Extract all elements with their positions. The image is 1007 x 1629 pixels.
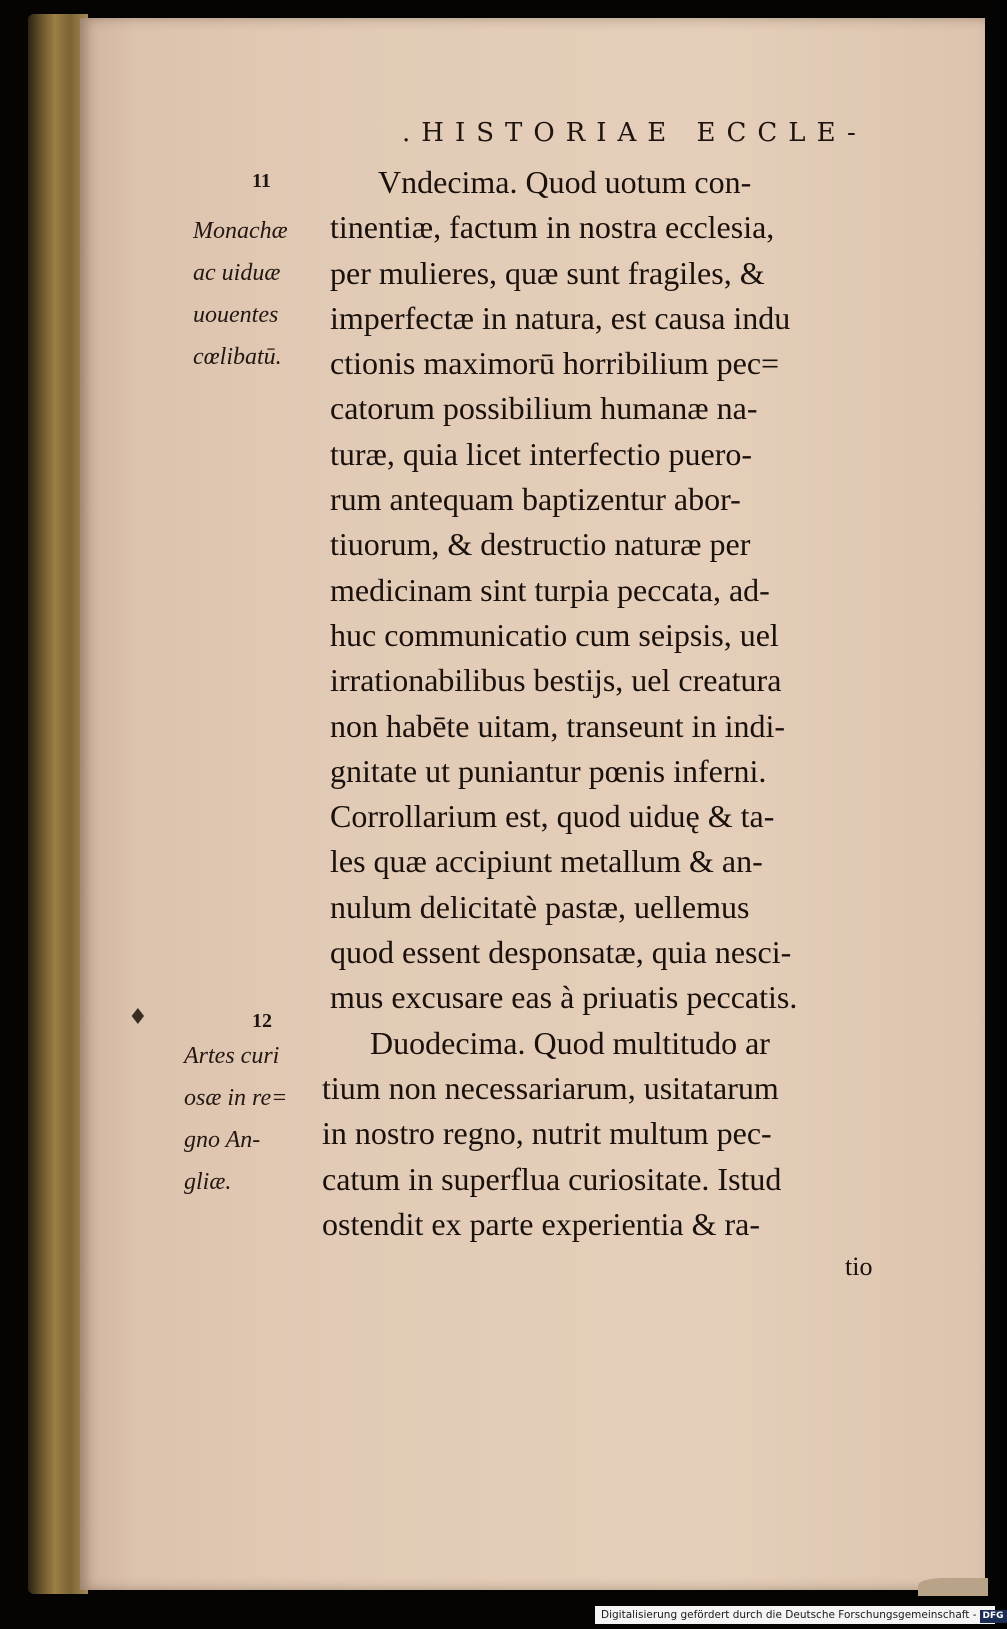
text-line: ostendit ex parte experientia & ra-	[322, 1205, 761, 1242]
text-line: non habēte uitam, transeunt in indi-	[330, 707, 785, 744]
text-line: Corrollarium est, quod uiduę & ta-	[330, 798, 775, 835]
marginal-note-line: uouentes	[193, 302, 279, 328]
text-line: catorum possibilium humanæ na-	[330, 390, 758, 427]
text-line: turæ, quia licet interfectio puero-	[330, 435, 753, 472]
text-line: nulum delicitatè pastæ, uellemus	[330, 888, 750, 925]
text-line: gnitate ut puniantur pœnis inferni.	[330, 752, 767, 789]
article-number-11: 11	[252, 170, 271, 192]
marginal-note-monachae	[193, 210, 333, 378]
text-line: medicinam sint turpia peccata, ad-	[330, 571, 770, 608]
marginal-note-line: gno An-	[184, 1127, 261, 1153]
text-line: imperfectæ in natura, est causa indu	[330, 299, 791, 336]
text-line: Duodecima. Quod multitudo ar	[370, 1024, 770, 1061]
dfg-logo: DFG	[980, 1610, 1007, 1623]
article-number-12: 12	[252, 1010, 272, 1032]
marginal-note-line: ac uiduæ	[193, 260, 281, 286]
text-line: les quæ accipiunt metallum & an-	[330, 843, 763, 880]
book-page-edges	[28, 14, 88, 1594]
text-line: mus excusare eas à priuatis peccatis.	[330, 979, 798, 1016]
text-line: irrationabilibus bestijs, uel creatura	[330, 662, 782, 699]
marginal-note-line: osæ in re=	[184, 1085, 288, 1111]
body-text	[322, 160, 970, 1247]
marginal-note-line: Monachæ	[193, 218, 288, 244]
text-line: quod essent desponsatæ, quia nesci-	[330, 934, 792, 971]
marginal-note-line: cœlibatū.	[193, 344, 282, 370]
running-head: .HISTORIAE ECCLE-	[402, 118, 867, 148]
text-line: tium non necessariarum, usitatarum	[322, 1069, 779, 1106]
page-corner	[918, 1578, 988, 1596]
marginal-note-artes	[184, 1035, 324, 1203]
digitization-footer	[595, 1606, 1004, 1624]
text-line: tiuorum, & destructio naturæ per	[330, 526, 751, 563]
marginal-note-line: Artes curi	[184, 1043, 280, 1069]
text-line: catum in superflua curiositate. Istud	[322, 1160, 782, 1197]
text-line: rum antequam baptizentur abor-	[330, 481, 741, 518]
marginal-note-line: gliæ.	[184, 1169, 232, 1195]
catchword: tio	[845, 1252, 873, 1281]
text-line: per mulieres, quæ sunt fragiles, &	[330, 254, 765, 291]
text-line: Vndecima. Quod uotum con-	[378, 164, 752, 200]
ornament-mark-icon: ♦	[128, 1005, 148, 1030]
text-line: huc communicatio cum seipsis, uel	[330, 616, 779, 653]
text-line: ctionis maximorū horribilium pec=	[330, 345, 780, 382]
text-line: in nostro regno, nutrit multum pec-	[322, 1115, 772, 1152]
footer-text: Digitalisierung gefördert durch die Deutsche Forschungsgemeinschaft -	[601, 1609, 977, 1621]
text-line: tinentiæ, factum in nostra ecclesia,	[330, 209, 775, 246]
